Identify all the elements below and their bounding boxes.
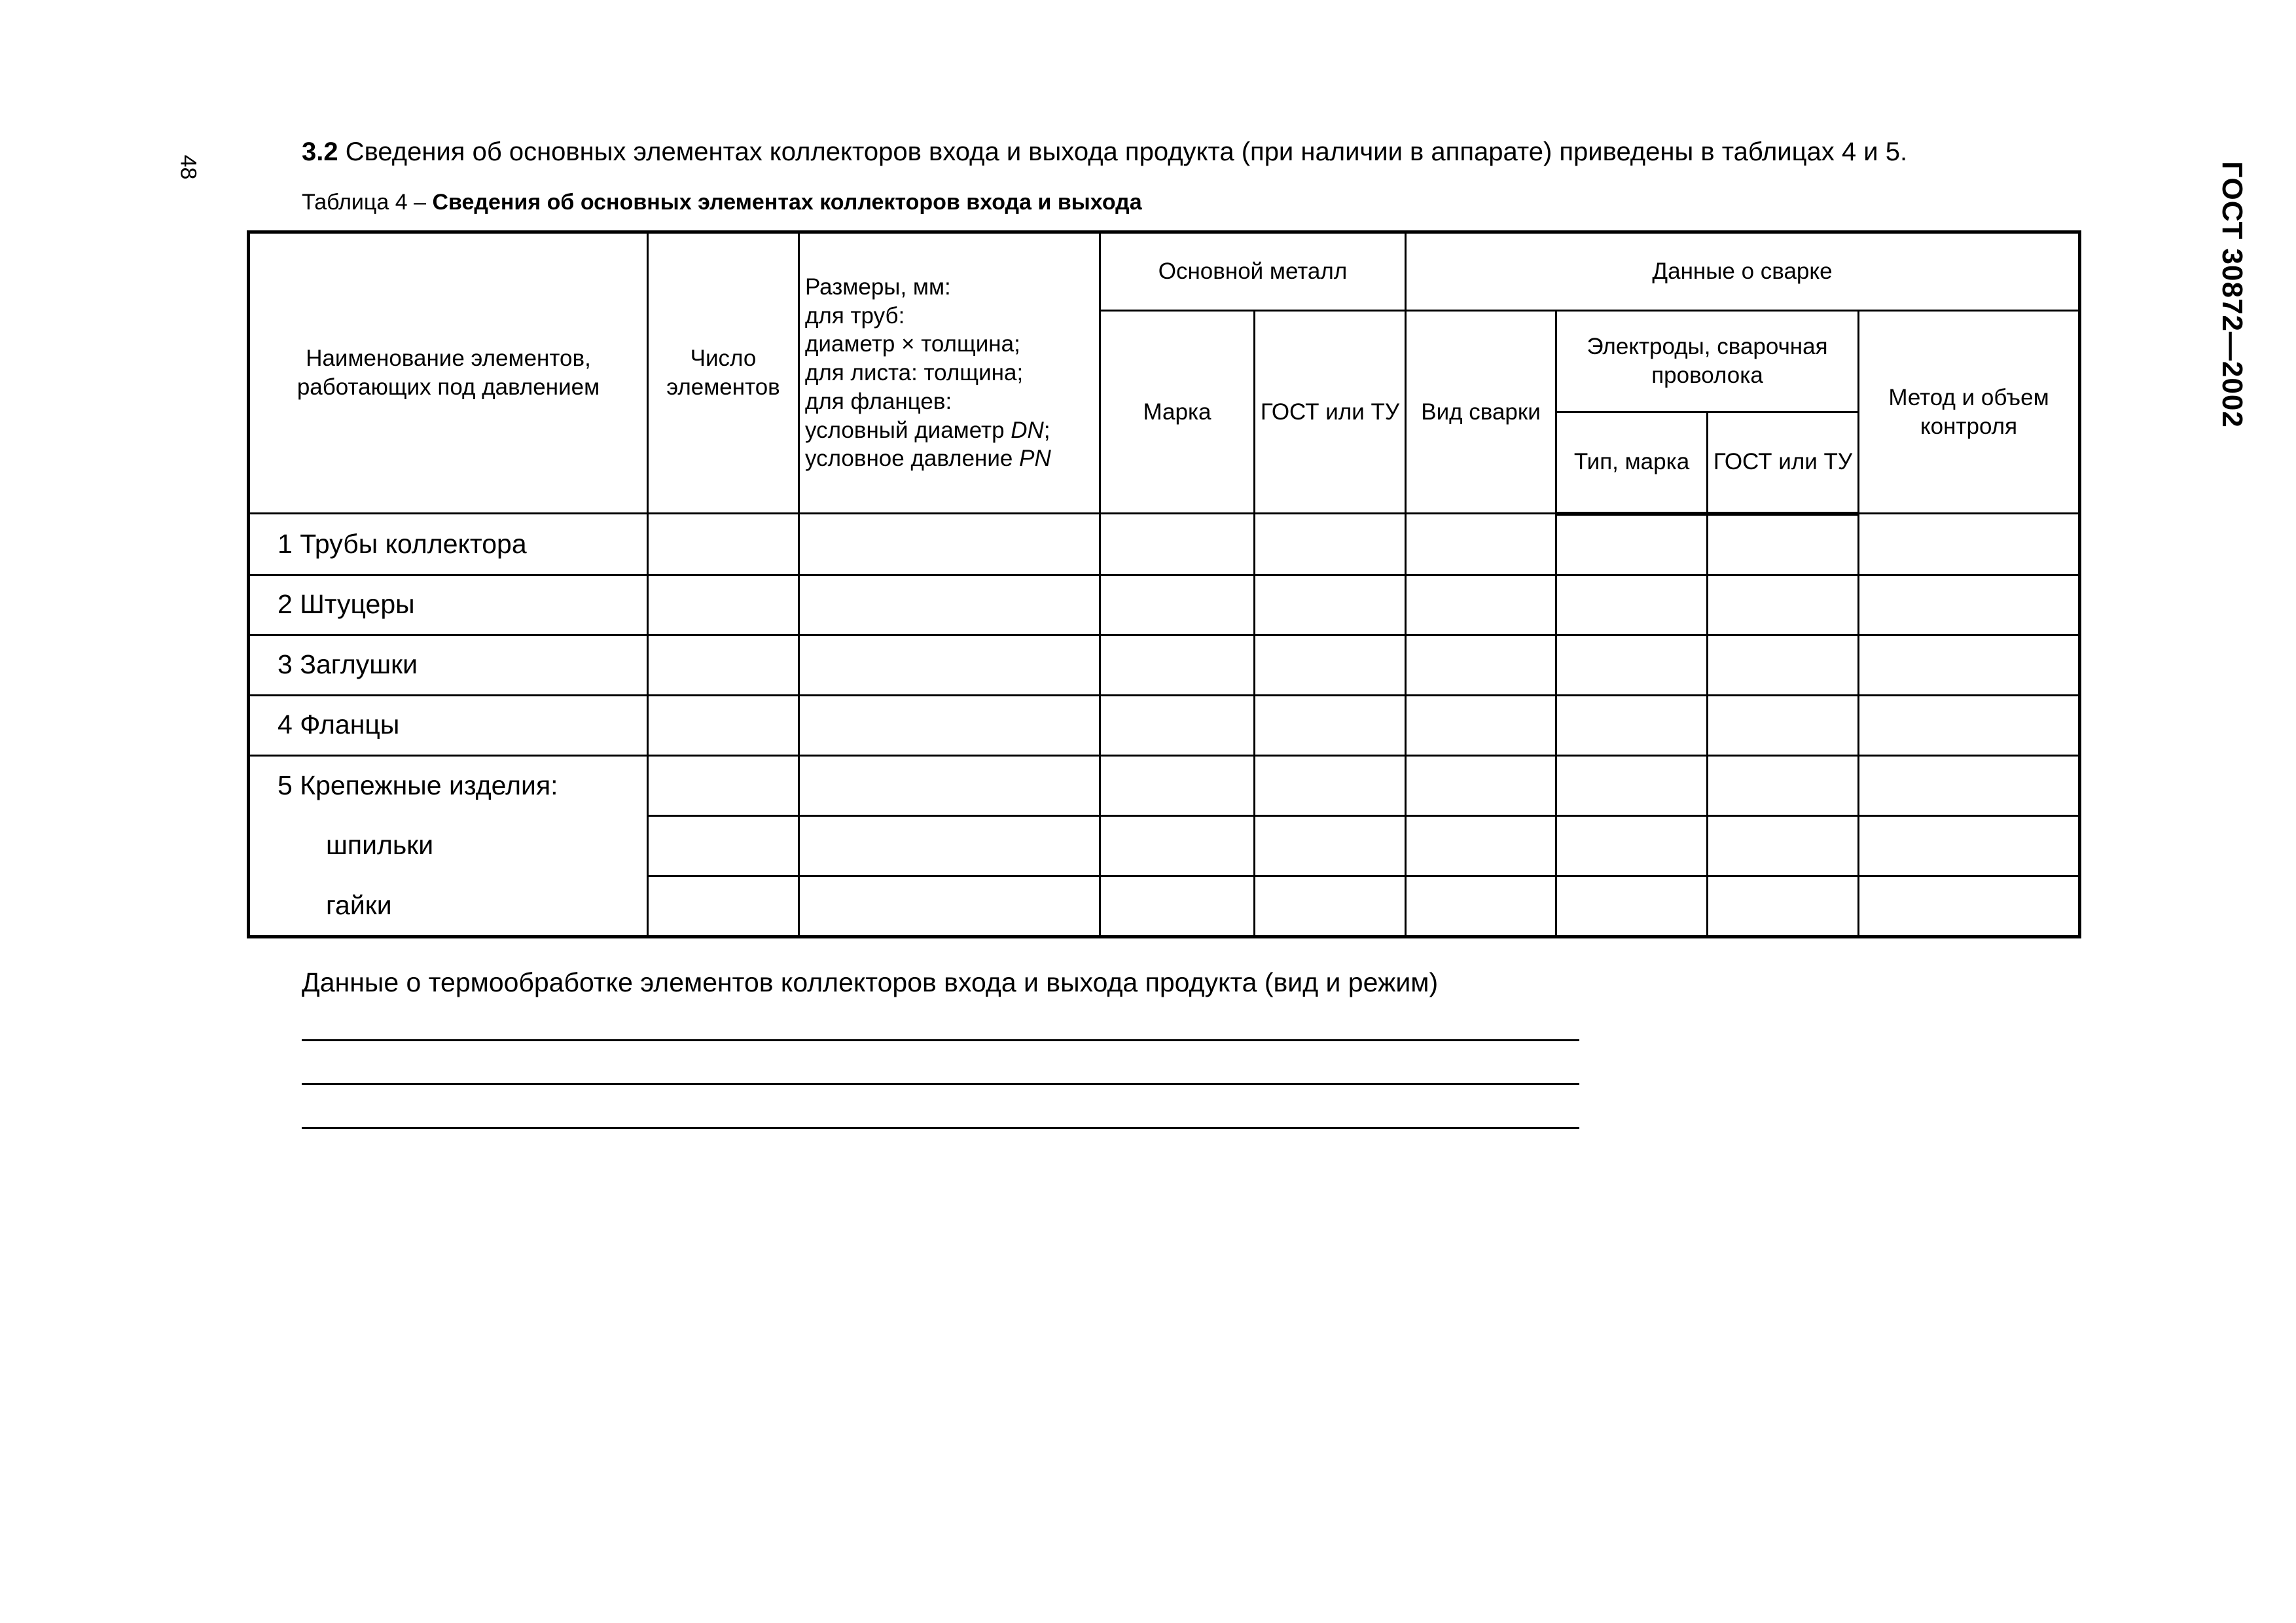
page-number: 48: [175, 154, 201, 180]
header-base-gost: ГОСТ или ТУ: [1255, 311, 1406, 514]
dimensions-text: условное давление: [805, 446, 1020, 472]
fill-in-line: [302, 1039, 1579, 1041]
table-row: [249, 815, 2080, 876]
row-label: 1 Трубы коллектора: [249, 514, 648, 575]
header-electrodes: Электроды, сварочная проволока: [1556, 311, 1859, 412]
header-element-name: Наименование элементов, работающих под давлением: [249, 232, 648, 514]
dimensions-line: для фланцев:: [805, 388, 952, 414]
heat-treatment-label: Данные о термообработке элементов коллекторов входа и выхода продукта (вид и режим): [302, 967, 1439, 997]
row-label: 4 Фланцы: [249, 695, 648, 755]
caption-title: Сведения об основных элементах коллекторов входа и выхода: [432, 190, 1142, 215]
table-row: [249, 635, 2080, 695]
row-label: гайки: [249, 876, 648, 936]
row-label: 3 Заглушки: [249, 635, 648, 695]
dimensions-line: для труб:: [805, 302, 905, 329]
header-base-grade: Марка: [1100, 311, 1255, 514]
elements-table: [247, 230, 2081, 938]
dn-symbol: DN: [1011, 417, 1044, 443]
intro-paragraph: [302, 137, 1907, 167]
dimensions-line: для листа: толщина;: [805, 360, 1024, 386]
header-welding-type: Вид сварки: [1406, 311, 1556, 514]
dimensions-line: диаметр × толщина;: [805, 331, 1020, 357]
fill-in-line: [302, 1083, 1579, 1085]
standard-code: ГОСТ 30872—2002: [2216, 161, 2248, 428]
row-label: шпильки: [249, 815, 648, 876]
dimensions-text: условный диаметр: [805, 417, 1011, 443]
table-row: [249, 876, 2080, 936]
caption-prefix: Таблица 4 –: [302, 190, 433, 215]
row-label: 5 Крепежные изделия:: [249, 755, 648, 815]
fill-in-line: [302, 1127, 1579, 1129]
table-row: [249, 514, 2080, 575]
header-dimensions: [799, 232, 1100, 514]
header-electrode-type: Тип, марка: [1556, 412, 1708, 514]
header-element-count: Число элементов: [648, 232, 799, 514]
table-row: [249, 695, 2080, 755]
dimensions-line: Размеры, мм:: [805, 274, 951, 300]
table-caption: [302, 190, 1142, 215]
dimensions-line: [805, 416, 1099, 445]
header-electrode-gost: ГОСТ или ТУ: [1708, 412, 1859, 514]
header-welding-data: Данные о сварке: [1406, 232, 2080, 311]
header-base-metal: Основной металл: [1100, 232, 1406, 311]
dimensions-line: [805, 444, 1099, 473]
header-control-method: Метод и объем контроля: [1859, 311, 2080, 514]
table-row: [249, 755, 2080, 815]
table-row: [249, 575, 2080, 635]
row-label: 2 Штуцеры: [249, 575, 648, 635]
clause-number: 3.2: [302, 137, 338, 166]
intro-text: Сведения об основных элементах коллекторов входа и выхода продукта (при наличии в аппарате) приведены в таблицах 4 и 5.: [338, 137, 1908, 166]
dimensions-text: ;: [1043, 417, 1050, 443]
pn-symbol: PN: [1019, 446, 1051, 472]
